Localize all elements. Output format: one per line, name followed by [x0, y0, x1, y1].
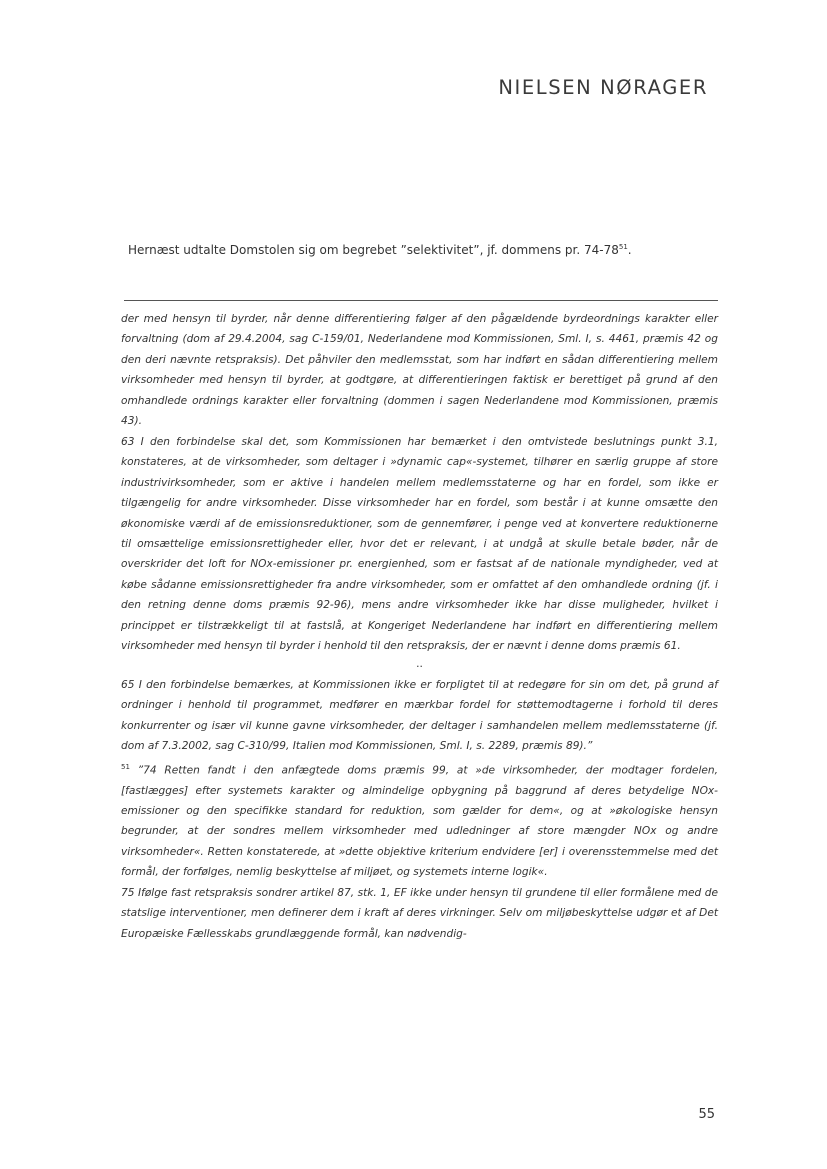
- footnote-paragraph-75: 75 Ifølge fast retspraksis sondrer artikel 87, stk. 1, EF ikke under hensyn til grundene til eller formålene med de statslige interventioner, men definerer dem i kraft af deres virkninger. Selv om miljøbeskyttelse udgør et af Det Europæiske Fællesskabs grundlæggende formål, kan nødvendig-: [121, 886, 718, 940]
- intro-paragraph: [128, 243, 728, 257]
- footnote-51-mark: 51: [121, 762, 130, 771]
- footnote-paragraph-63: 63 I den forbindelse skal det, som Kommissionen har bemærket i den omtvistede beslutnings punkt 3.1, konstateres, at de virksomheder, som deltager i »dynamic cap«-systemet, tilhører en særlig gruppe af store industrivirksomheder, som er aktive i handelen mellem medlemsstaterne og har en fordel, som ikke er tilgængelig for andre virksomheder. Disse virksomheder har en fordel, som består i at kunne omsætte den økonomiske værdi af de emissionsreduktioner, som de gennemfører, i penge ved at konvertere reduktionerne til omsættelige emissionsrettigheder eller, hvor det er relevant, i at undgå at skulle betale bøder, når de overskrider det loft for NOx-emissioner pr. energienhed, som er fastsat af de nationale myndigheder, ved at købe sådanne emissionsrettigheder fra andre virksomheder, som er omfattet af den omhandlede ordning (jf. i den retning denne doms præmis 92-96), mens andre virksomheder ikke har disse muligheder, hvilket i princippet er tilstrækkeligt til at fastslå, at Kongeriget Nederlandene har indført en differentiering mellem virksomheder med hensyn til byrder i henhold til den retspraksis, der er nævnt i denne doms præmis 61.: [121, 435, 718, 653]
- footnote-paragraph-65: 65 I den forbindelse bemærkes, at Kommissionen ikke er forpligtet til at redegøre for sin om det, på grund af ordninger i henhold til programmet, medfører en mærkbar fordel for støttemodtagerne i forhold til deres konkurrenter og især vil kunne gavne virksomheder, der deltager i samhandelen mellem medlemsstaterne (jf. dom af 7.3.2002, sag C-310/99, Italien mod Kommissionen, Sml. I, s. 2289, præmis 89).”: [121, 678, 718, 753]
- footnote-divider: [124, 300, 718, 301]
- omission-marker: ..: [416, 657, 423, 670]
- intro-text: Hernæst udtalte Domstolen sig om begrebet ”selektivitet”, jf. dommens pr. 74-78: [128, 243, 619, 257]
- footnote-51: [121, 757, 718, 883]
- footnote-continuation: der med hensyn til byrder, når denne differentiering følger af den pågældende byrdeordnings karakter eller forvaltning (dom af 29.4.2004, sag C-159/01, Nederlandene mod Kommissionen, Sml. I, s. 4461, præmis 42 og den deri nævnte retspraksis). Det påhviler den medlemsstat, som har indført en sådan differentiering mellem virksomheder med hensyn til byrder, at godtgøre, at differentieringen faktisk er berettiget på grund af den omhandlede ordnings karakter eller forvaltning (dommen i sagen Nederlandene mod Kommissionen, præmis 43).: [121, 313, 718, 428]
- footnote-ref: 51: [618, 243, 628, 251]
- intro-end: .: [627, 243, 632, 257]
- footnotes-section: [121, 309, 718, 944]
- brand-logo: NIELSEN NØRAGER: [498, 76, 708, 99]
- footnote-51-text: ”74 Retten fandt i den anfægtede doms præmis 99, at »de virksomheder, der modtager fordelen, [fastlægges] efter systemets karakter og almindelige opbygning på baggrund af deres betydelige NOx-emissioner og den specifikke standard for reduktion, som gælder for dem«, og at »økologiske hensyn begrunder, at der sondres mellem virksomheder med udledninger af store mængder NOx og andre virksomheder«. Retten konstaterede, at »dette objektive kriterium endvidere [er] i overensstemmelse med det formål, der forfølges, nemlig beskyttelse af miljøet, og systemets interne logik«.: [121, 764, 718, 879]
- page-number: 55: [698, 1107, 715, 1122]
